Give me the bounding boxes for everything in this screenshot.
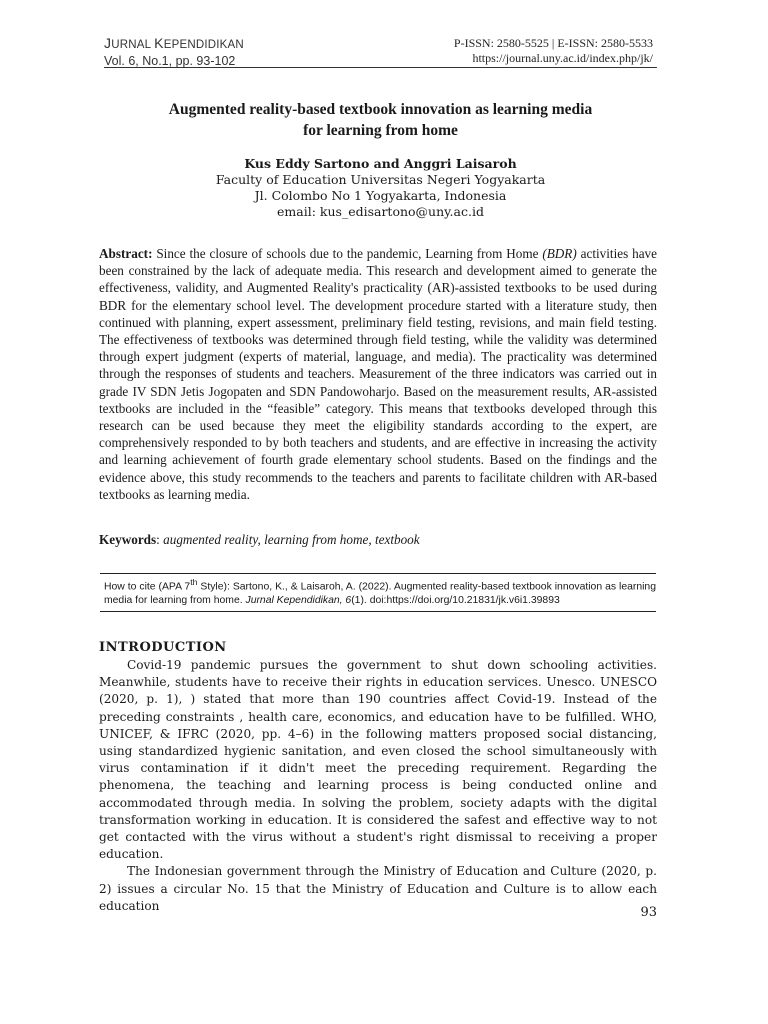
page-number: 93 — [640, 905, 657, 920]
author-block — [104, 156, 657, 220]
author-address: Jl. Colombo No 1 Yogyakarta, Indonesia — [254, 188, 507, 203]
issn: P-ISSN: 2580-5525 | E-ISSN: 2580-5533 — [453, 36, 653, 50]
section-heading-introduction: INTRODUCTION — [99, 640, 227, 655]
paper-title: Augmented reality-based textbook innovation as learning media for learning from home — [168, 101, 593, 139]
keywords-list: augmented reality, learning from home, textbook — [163, 532, 420, 547]
abstract: Abstract: Since the closure of schools due to the pandemic, Learning from Home (BDR) activities have been constrained by the lack of adequate media. This research and development aimed to generate the effectiveness, validity, and Augmented Reality's practicality (AR)-assisted textbooks to be used during BDR for the elementary school level. The development procedure started with a literature study, then continued with planning, expert assessment, preliminary field testing, revisions, and main field testing. The effectiveness of textbooks was determined through field testing, while the validity was determined through expert judgment (experts of material, language, and media). The practicality was determined through the responses of students and teachers. Measurement of the three indicators was carried out in grade IV SDN Jetis Jogopaten and SDN Pandowoharjo. Based on the measurement results, AR-assisted textbooks are included in the “feasible” category. This means that textbooks developed through this research can be used because they meet the eligibility standards according to the expert, are comprehensively responded to by both teachers and students, and are effective in increasing the activity and learning achievement of fourth grade elementary school students. Based on the findings and the evidence above, this study recommends to the teachers and parents to facilitate children with AR-based textbooks as learning media. — [99, 246, 658, 502]
journal-header — [104, 35, 244, 69]
paragraph: Covid-19 pandemic pursues the government to shut down schooling activities. Meanwhile, students have to receive their rights in education services. Unesco. UNESCO (2020, p. 1), ) stated that more than 190 countries affect Covid-19. Instead of the preceding constraints , health care, economics, and education have to be fulfilled. WHO, UNICEF, & IFRC (2020, pp. 4–6) in the following matters proposed social distancing, using standardized hygienic sanitation, and even closed the school simultaneously with virus contamination if it didn't meet the preceding requirement. Regarding the phenomena, the teaching and learning process is being conducted online and accommodated through media. In solving the problem, society adapts with the digital transformation working in education. It is considered the safest and effective way to not get contacted with the virus without a student's right dismissal to receiving a proper education. — [99, 658, 657, 862]
journal-url[interactable]: https://journal.uny.ac.id/index.php/jk/ — [472, 51, 653, 65]
paragraph: The Indonesian government through the Ministry of Education and Culture (2020, p. 2) issues a circular No. 15 that the Ministry of Education and Culture is to allow each education — [99, 864, 657, 913]
author-email[interactable]: email: kus_edisartono@uny.ac.id — [277, 204, 484, 219]
citation-box: How to cite (APA 7th Style): Sartono, K., & Laisaroh, A. (2022). Augmented reality-based textbook innovation as learning media for learning from home. Jurnal Kependidikan, 6(1). doi:https://doi.org/10.21831/jk.v6i1.39893 — [100, 573, 656, 612]
journal-issn-block — [454, 36, 653, 66]
abstract-label: Abstract: — [99, 246, 153, 261]
author-faculty: Faculty of Education Universitas Negeri Yogyakarta — [215, 172, 546, 187]
introduction-body — [99, 657, 657, 915]
journal-volume: Vol. 6, No.1, pp. 93-102 — [104, 54, 236, 68]
author-names: Kus Eddy Sartono and Anggri Laisaroh — [244, 156, 517, 171]
header-rule — [104, 67, 657, 68]
keywords-label: Keywords — [99, 532, 157, 547]
journal-name: JURNAL KEPENDIDIKAN — [104, 35, 244, 51]
keywords: Keywords: augmented reality, learning from home, textbook — [99, 532, 420, 547]
